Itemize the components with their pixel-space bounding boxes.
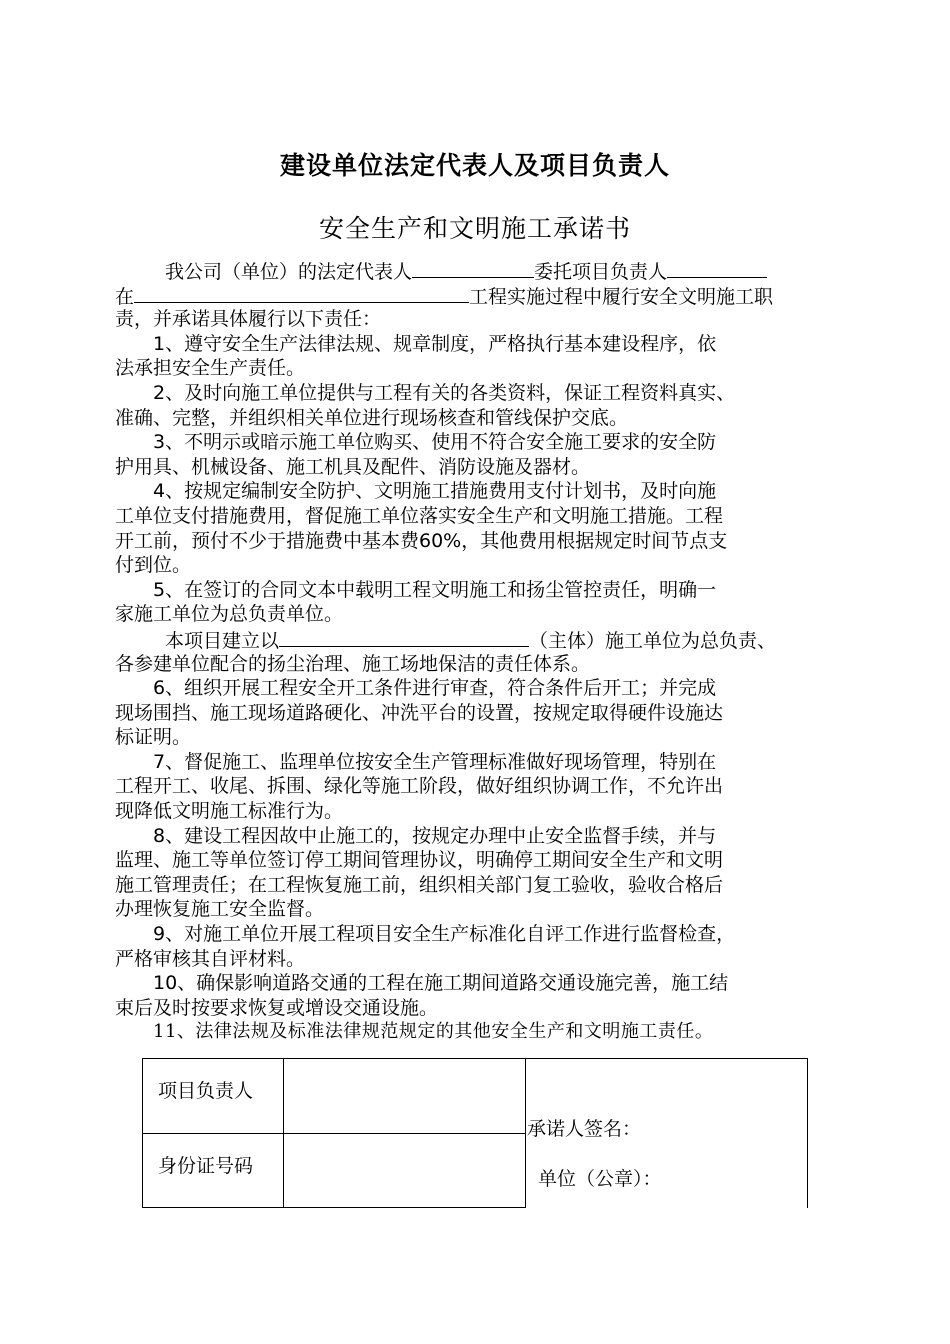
project-manager-label: 项目负责人 <box>158 1080 254 1102</box>
item-4: 工单位支付措施费用，督促施工单位落实安全生产和文明施工措施。工程 <box>115 504 724 527</box>
legal-rep-blank[interactable] <box>412 258 534 278</box>
main-contractor-blank[interactable] <box>279 627 529 647</box>
table-border <box>807 1058 808 1208</box>
intro-line-2 <box>115 283 855 308</box>
item-8: 办理恢复施工安全监督。 <box>115 898 325 921</box>
item-9: 9、对施工单位开展工程项目安全生产标准化自评工作进行监督检查， <box>153 923 736 946</box>
item-7: 现降低文明施工标准行为。 <box>115 800 344 823</box>
item-10: 束后及时按要求恢复或增设交通设施。 <box>115 996 439 1019</box>
item-5: 5、在签订的合同文本中载明工程文明施工和扬尘管控责任，明确一 <box>153 578 717 601</box>
item-4: 开工前，预付不少于措施费中基本费60%，其他费用根据规定时间节点支 <box>115 529 728 552</box>
item-4: 付到位。 <box>115 554 192 577</box>
intro-line-3: 责，并承诺具体履行以下责任： <box>115 308 382 331</box>
intro-line-1 <box>115 258 855 283</box>
item-1: 法承担安全生产责任。 <box>115 357 306 380</box>
item-2: 准确、完整，并组织相关单位进行现场核查和管线保护交底。 <box>115 406 629 429</box>
table-border <box>283 1058 284 1208</box>
item-11: 11、法律法规及标准法律规范规定的其他安全生产和文明施工责任。 <box>153 1021 714 1043</box>
table-border <box>142 1133 526 1134</box>
table-border <box>525 1058 526 1208</box>
intro-text: 工程实施过程中履行安全文明施工职 <box>469 285 774 308</box>
item-3: 护用具、机械设备、施工机具及配件、消防设施及器材。 <box>115 455 591 478</box>
project-manager-field[interactable] <box>285 1064 523 1130</box>
id-number-field[interactable] <box>285 1138 523 1204</box>
table-border <box>142 1058 143 1208</box>
intro-text: 我公司（单位）的法定代表人 <box>165 261 413 283</box>
item-8: 监理、施工等单位签订停工期间管理协议，明确停工期间安全生产和文明 <box>115 849 724 872</box>
item-9: 严格审核其自评材料。 <box>115 947 306 970</box>
seal-label: 单位（公章）： <box>538 1168 662 1190</box>
main-contractor-line <box>115 627 855 652</box>
item-8: 施工管理责任；在工程恢复施工前，组织相关部门复工验收，验收合格后 <box>115 873 724 896</box>
table-border <box>142 1207 526 1208</box>
item-10: 10、确保影响道路交通的工程在施工期间道路交通设施完善，施工结 <box>153 972 729 995</box>
project-manager-blank[interactable] <box>667 258 767 278</box>
document-subtitle: 安全生产和文明施工承诺书 <box>318 214 631 243</box>
item-6: 现场围挡、施工现场道路硬化、冲洗平台的设置，按规定取得硬件设施达 <box>115 701 724 724</box>
item-7: 工程开工、收尾、拆围、绿化等施工阶段，做好组织协调工作，不允许出 <box>115 775 724 798</box>
commitment-body <box>115 258 855 1045</box>
item-6: 标证明。 <box>115 726 192 749</box>
signature-table <box>142 1058 808 1208</box>
item-8: 8、建设工程因故中止施工的，按规定办理中止安全监督手续，并与 <box>153 824 717 847</box>
intro-text: 委托项目负责人 <box>534 261 668 283</box>
intro-text: 在 <box>115 285 135 308</box>
item-3: 3、不明示或暗示施工单位购买、使用不符合安全施工要求的安全防 <box>153 431 717 454</box>
id-number-label: 身份证号码 <box>158 1155 254 1177</box>
project-name-blank[interactable] <box>134 283 469 303</box>
document-title: 建设单位法定代表人及项目负责人 <box>279 151 670 180</box>
paragraph-text: （主体）施工单位为总负责、 <box>529 629 777 652</box>
paragraph-text: 本项目建立以 <box>165 629 280 652</box>
item-4: 4、按规定编制安全防护、文明施工措施费用支付计划书，及时向施 <box>153 480 717 503</box>
signature-label: 承诺人签名： <box>527 1118 642 1140</box>
paragraph-line: 各参建单位配合的扬尘治理、施工场地保洁的责任体系。 <box>115 652 591 675</box>
item-6: 6、组织开展工程安全开工条件进行审查，符合条件后开工；并完成 <box>153 677 717 700</box>
item-1: 1、遵守安全生产法律法规、规章制度，严格执行基本建设程序，依 <box>153 332 717 355</box>
table-border <box>142 1058 808 1059</box>
item-5: 家施工单位为总负责单位。 <box>115 603 344 626</box>
item-7: 7、督促施工、监理单位按安全生产管理标准做好现场管理，特别在 <box>153 750 717 773</box>
item-2: 2、及时向施工单位提供与工程有关的各类资料，保证工程资料真实、 <box>153 381 736 404</box>
